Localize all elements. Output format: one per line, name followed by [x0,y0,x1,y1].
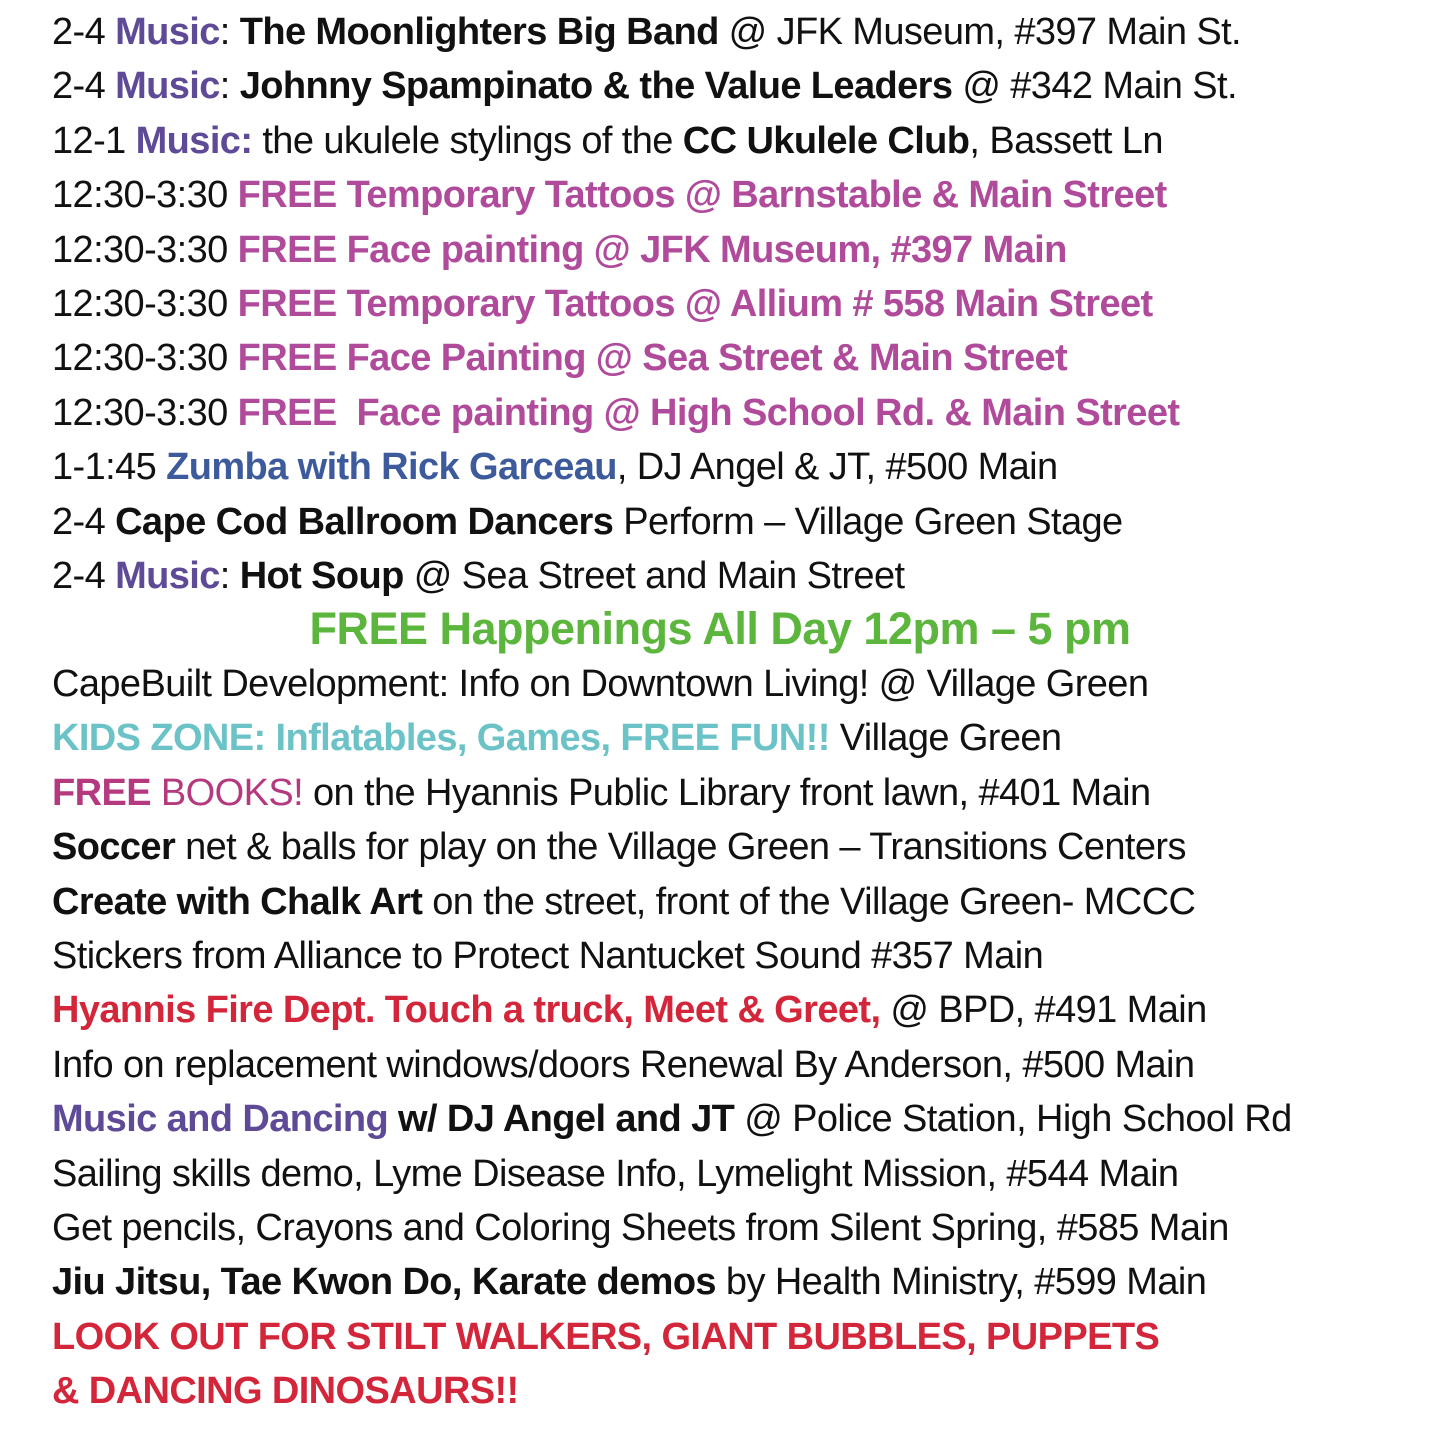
text-segment: KIDS ZONE: Inflatables, Games, FREE FUN!! [52,717,830,760]
text-segment: FREE Temporary Tattoos @ Barnstable & Main Street [237,174,1167,217]
schedule-line [52,64,1237,108]
text-segment: @ JFK Museum, #397 Main St. [718,11,1242,53]
schedule-line [52,336,1067,380]
text-segment: Soccer [52,826,176,869]
text-segment: Village Green [829,717,1062,760]
happening-line [52,988,1207,1032]
text-segment: Music [115,11,220,53]
text-segment: Stickers from Alliance to Protect Nantucket Sound #357 Main [52,935,1044,977]
text-segment: Johnny Spampinato & the Value Leaders [239,65,953,108]
happening-line [52,1369,519,1413]
happening-line [52,1152,1178,1196]
text-segment: 2-4 [52,500,116,543]
text-segment: FREE Face Painting @ Sea Street & Main Street [237,337,1068,380]
text-segment: FREE Face painting @ JFK Museum, #397 Main [237,228,1067,271]
text-segment: Cape Cod Ballroom Dancers [115,500,614,543]
schedule-line [52,119,1163,163]
text-segment: w/ DJ Angel and JT [398,1098,735,1141]
text-segment: 12:30-3:30 [52,337,238,380]
text-segment: CapeBuilt Development: Info on Downtown Living! @ Village Green [52,663,1149,705]
schedule-line [52,282,1153,326]
text-segment: 2-4 [52,11,116,53]
text-segment: Music: [135,119,253,162]
text-segment: FREE Face painting @ High School Rd. & Main Street [237,391,1180,434]
text-segment: 12-1 [52,119,136,162]
text-segment: Info on replacement windows/doors Renewal By Anderson, #500 Main [52,1043,1195,1086]
text-segment: 12:30-3:30 [52,391,238,434]
happening-line [52,825,1186,869]
text-segment: Perform – Village Green Stage [613,500,1123,543]
text-segment: , Bassett Ln [969,119,1163,162]
text-segment: 2-4 [52,65,116,108]
schedule-line [52,228,1067,272]
text-segment: Create with Chalk Art [52,880,423,923]
text-segment: : [219,65,240,108]
happening-line [52,880,1195,924]
happening-line [52,716,1061,760]
text-segment: Jiu Jitsu, Tae Kwon Do, Karate demos [52,1261,716,1304]
text-segment: @ BPD, #491 Main [880,989,1207,1032]
text-segment: on the street, front of the Village Green- MCCC [422,880,1196,923]
text-segment: FREE Temporary Tattoos @ Allium # 558 Main Street [237,283,1153,325]
happening-line [52,662,1148,706]
text-segment: 12:30-3:30 [52,228,238,271]
text-segment: : [219,11,240,53]
text-segment: on the Hyannis Public Library front lawn, #401 Main [303,771,1151,814]
text-segment: 12:30-3:30 [52,174,238,217]
text-segment: The Moonlighters Big Band [239,11,719,53]
text-segment: 12:30-3:30 [52,283,238,325]
text-segment: BOOKS! [150,771,304,814]
text-segment: Sailing skills demo, Lyme Disease Info, Lymelight Mission, #544 Main [52,1152,1179,1195]
text-segment: Music and Dancing [52,1098,389,1141]
text-segment: 2-4 [52,555,116,597]
text-segment: 1-1:45 [52,446,167,489]
happening-line [52,1260,1206,1304]
text-segment [388,1098,398,1140]
text-segment: Zumba with Rick Garceau [166,446,617,489]
text-segment: net & balls for play on the Village Green – Transitions Centers [175,826,1186,869]
text-segment: by Health Ministry, #599 Main [715,1261,1207,1304]
schedule-line [52,10,1241,54]
schedule-line [52,500,1123,544]
text-segment: Get pencils, Crayons and Coloring Sheets from Silent Spring, #585 Main [52,1207,1229,1249]
text-segment: , DJ Angel & JT, #500 Main [616,446,1058,489]
text-segment: Hyannis Fire Dept. Touch a truck, Meet & Greet, [52,989,881,1032]
text-segment: Hot Soup [239,555,404,597]
happening-line [52,771,1151,815]
text-segment: FREE [52,771,151,814]
text-segment: LOOK OUT FOR STILT WALKERS, GIANT BUBBLES, PUPPETS [52,1315,1160,1358]
schedule-line [52,445,1058,489]
happening-line [52,1043,1194,1087]
text-segment: @ Sea Street and Main Street [403,555,905,597]
text-segment: @ Police Station, High School Rd [734,1098,1292,1141]
text-segment: @ #342 Main St. [952,65,1237,108]
text-segment: Music [115,555,220,597]
happening-line [52,1315,1159,1359]
schedule-line [52,554,904,598]
happening-line [52,1097,1292,1141]
happening-line [52,1206,1229,1250]
text-segment: Music [115,65,220,108]
happening-line [52,934,1043,978]
schedule-line [52,173,1167,217]
text-segment: : [219,555,240,597]
free-happenings-heading: FREE Happenings All Day 12pm – 5 pm [309,603,1131,654]
text-segment: CC Ukulele Club [682,119,970,162]
text-segment: the ukulele stylings of the [252,119,683,162]
schedule-line [52,391,1179,435]
text-segment: & DANCING DINOSAURS!! [52,1370,519,1413]
